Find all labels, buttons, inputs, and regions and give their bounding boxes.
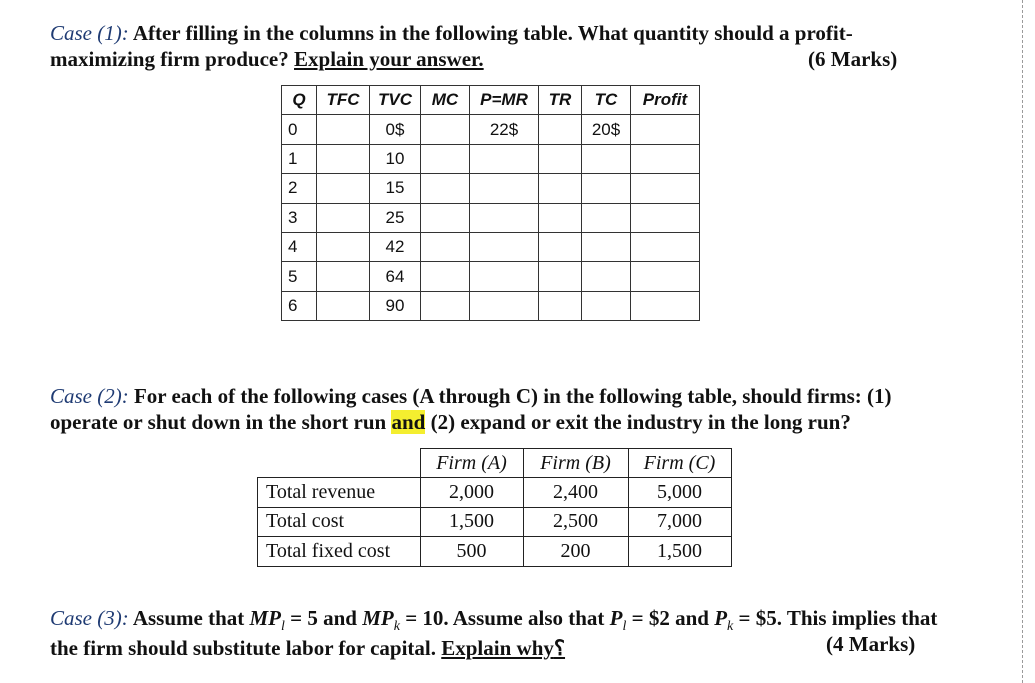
table-cell: 2,500 [523,507,628,536]
row-label: Total fixed cost [258,537,421,566]
table-cell: 1,500 [420,507,523,536]
col-header-profit: Profit [631,86,700,115]
firm-comparison-table [257,448,732,567]
table-row [282,115,700,144]
table-cell [421,291,470,320]
case3-label: Case (3): [50,606,129,630]
col-header-firm-c: Firm (C) [628,449,731,478]
table-cell: 7,000 [628,507,731,536]
table-cell [539,174,582,203]
table-row [282,262,700,291]
cost-revenue-table [281,85,700,321]
table-cell [421,115,470,144]
table-cell: 1 [282,144,317,173]
mp-labor-symbol: MP [249,606,281,630]
table-cell: 10 [370,144,421,173]
table-cell [631,203,700,232]
price-labor-symbol: P [609,606,623,630]
table-cell: 4 [282,232,317,261]
table-cell [631,232,700,261]
table-cell [317,262,370,291]
mp-capital-symbol: MP [362,606,394,630]
table-cell: 500 [420,537,523,566]
table-cell: 5 [282,262,317,291]
table-cell [539,144,582,173]
table-header-row [282,86,700,115]
table-cell [317,115,370,144]
table-cell: 5,000 [628,478,731,507]
table-cell: 0 [282,115,317,144]
table-cell [582,262,631,291]
case3-question [50,605,950,661]
table-cell [421,144,470,173]
table-row [258,537,732,566]
table-cell: 15 [370,174,421,203]
table-cell: 2,400 [523,478,628,507]
table-cell [539,232,582,261]
table-cell [421,262,470,291]
table-cell [631,262,700,291]
table-cell [470,291,539,320]
table-cell: 6 [282,291,317,320]
row-label: Total revenue [258,478,421,507]
subscript-k: k [727,619,734,634]
table-cell [317,232,370,261]
table-cell: 2,000 [420,478,523,507]
case2-text-b: (2) expand or exit the industry in the long run? [425,410,851,434]
table-cell [539,291,582,320]
table-cell: 0$ [370,115,421,144]
table-cell [317,144,370,173]
subscript-k: k [393,619,400,634]
case1-label: Case (1): [50,21,129,45]
table-cell [582,291,631,320]
table-cell [582,232,631,261]
table-cell: 42 [370,232,421,261]
col-header-tfc: TFC [317,86,370,115]
table-row [282,174,700,203]
case3-marks: (4 Marks) [826,632,916,656]
table-row [282,144,700,173]
table-cell [317,174,370,203]
table-header-row [258,449,732,478]
table-cell: 20$ [582,115,631,144]
col-header-firm-b: Firm (B) [523,449,628,478]
table-cell [470,174,539,203]
case2-label: Case (2): [50,384,129,408]
case2-question [50,383,950,435]
table-row [282,203,700,232]
table-cell [539,115,582,144]
table-cell [470,232,539,261]
case3-text-2: = 5 and [284,606,363,630]
table-cell [470,144,539,173]
table-row [282,232,700,261]
col-header-tr: TR [539,86,582,115]
table-row [282,291,700,320]
table-cell [631,144,700,173]
case1-text: After filling in the columns in the following table. What quantity should a profit-maximizing firm produce? [50,21,853,71]
table-cell [582,203,631,232]
case3-explain-instruction: Explain why؟ [441,636,566,660]
case1-marks: (6 Marks) [808,47,898,71]
case3-text-1: Assume that [128,606,250,630]
table-cell [421,174,470,203]
case3-text-3: = 10. Assume also that [399,606,610,630]
table-cell: 2 [282,174,317,203]
case3-text-5: = $5. This implies that the firm should substitute labor for capital. [50,606,938,660]
col-header-q: Q [282,86,317,115]
col-header-tc: TC [582,86,631,115]
table-cell [539,203,582,232]
table-cell [317,203,370,232]
table-cell: 64 [370,262,421,291]
table-cell [317,291,370,320]
table-row [258,507,732,536]
table-cell [631,115,700,144]
table-cell [470,262,539,291]
table-row [258,478,732,507]
table-cell [631,291,700,320]
page-edge [1022,0,1023,683]
case3-text-4: = $2 and [626,606,715,630]
table-cell [631,174,700,203]
table-cell: 22$ [470,115,539,144]
table-cell: 90 [370,291,421,320]
table-cell: 3 [282,203,317,232]
price-capital-symbol: P [714,606,728,630]
table-cell [582,144,631,173]
table-cell [539,262,582,291]
highlighted-word: and [391,410,426,434]
subscript-l: l [622,619,627,634]
col-header-mc: MC [421,86,470,115]
col-header-firm-a: Firm (A) [420,449,523,478]
table-cell: 25 [370,203,421,232]
table-cell: 1,500 [628,537,731,566]
case2-text-a: For each of the following cases (A through C) in the following table, should firms: (1) operate or shut down in the short run [50,384,892,434]
col-header-tvc: TVC [370,86,421,115]
table-cell: 200 [523,537,628,566]
row-label: Total cost [258,507,421,536]
case1-explain-instruction: Explain your answer. [294,47,484,71]
subscript-l: l [281,619,285,634]
table-cell [470,203,539,232]
col-header-p-mr: P=MR [470,86,539,115]
empty-corner-cell [258,449,421,478]
table-cell [421,203,470,232]
table-cell [582,174,631,203]
table-cell [421,232,470,261]
